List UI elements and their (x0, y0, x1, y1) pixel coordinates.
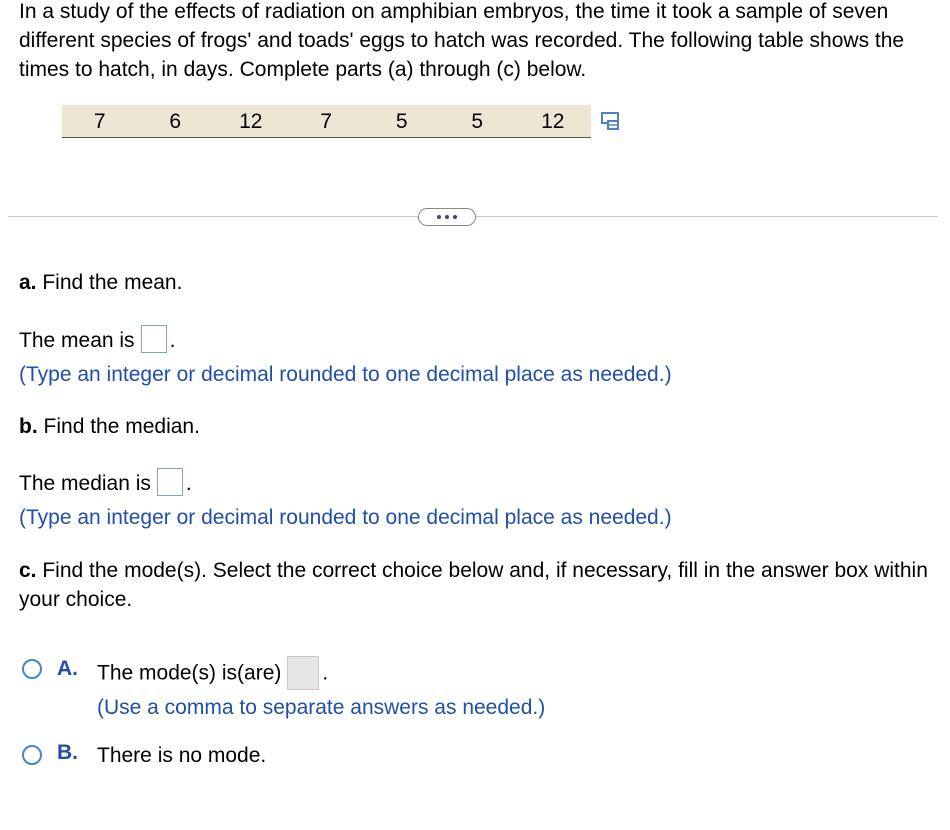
median-answer-prefix: The median is (19, 472, 151, 495)
option-b-radio[interactable] (22, 745, 42, 765)
mean-answer-input[interactable] (141, 325, 167, 353)
option-a-line (97, 657, 328, 691)
table-cell: 5 (471, 110, 484, 133)
part-a-prompt: Find the mean. (42, 271, 183, 294)
option-a-hint: (Use a comma to separate answers as needed.) (97, 696, 546, 719)
table-cell: 6 (169, 110, 182, 133)
part-a-answer-line (19, 326, 175, 355)
part-b-prompt: Find the median. (43, 415, 200, 438)
copy-data-icon[interactable] (599, 111, 625, 133)
table-cell: 7 (320, 110, 333, 133)
part-c-heading (19, 556, 929, 614)
part-b-hint: (Type an integer or decimal rounded to one decimal place as needed.) (19, 506, 672, 529)
more-dot (445, 215, 449, 219)
median-answer-suffix: . (185, 472, 192, 495)
part-c-prompt: Find the mode(s). Select the correct choice below and, if necessary, fill in the answer box within your choice. (19, 559, 928, 611)
mode-answer-suffix: . (322, 661, 329, 685)
more-options-button[interactable] (418, 208, 476, 226)
hatch-times-table (62, 105, 591, 138)
part-b-label: b. (19, 415, 38, 438)
table-cell: 7 (93, 110, 106, 133)
option-b-letter: B. (57, 741, 78, 764)
part-c-label: c. (19, 559, 37, 582)
option-b-text: There is no mode. (97, 744, 267, 767)
part-a-label: a. (19, 271, 37, 294)
mean-answer-prefix: The mean is (19, 329, 135, 352)
option-a-letter: A. (57, 657, 78, 680)
option-a-radio[interactable] (22, 659, 42, 679)
data-table-wrap (62, 105, 591, 138)
table-cell: 5 (395, 110, 408, 133)
table-cell: 12 (541, 110, 565, 133)
mode-answer-input[interactable] (287, 656, 319, 690)
mode-answer-prefix: The mode(s) is(are) (97, 661, 282, 685)
median-answer-input[interactable] (157, 468, 183, 496)
mean-answer-suffix: . (169, 329, 176, 352)
more-dot (437, 215, 441, 219)
table-cell: 12 (239, 110, 263, 133)
part-a-hint: (Type an integer or decimal rounded to one decimal place as needed.) (19, 363, 672, 386)
part-b-heading (19, 412, 200, 441)
part-a-heading (19, 268, 182, 297)
part-b-answer-line (19, 469, 192, 498)
more-dot (453, 215, 457, 219)
question-intro: In a study of the effects of radiation on amphibian embryos, the time it took a sample of seven different species of frogs' and toads' eggs to hatch was recorded. The following table shows the times to hatch, in days. Complete parts (a) through (c) below. (19, 0, 905, 81)
